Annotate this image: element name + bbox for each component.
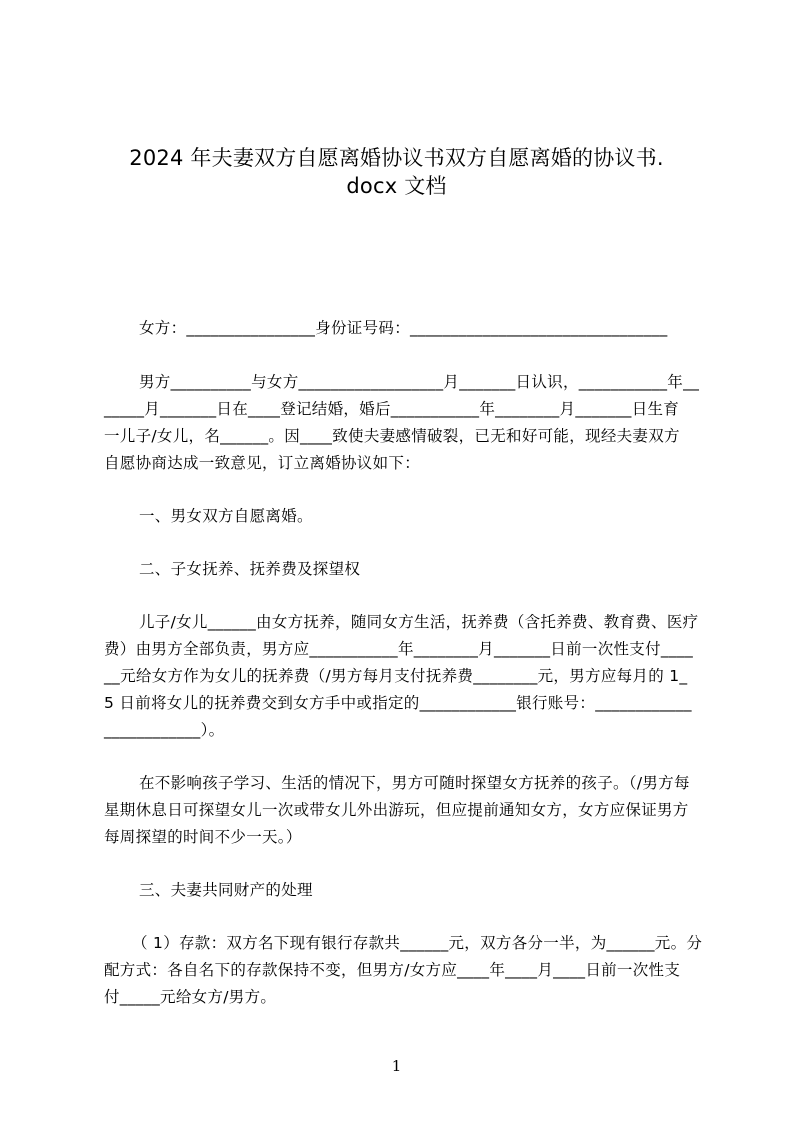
paragraph-line: 付_____元给女方/男方。	[104, 988, 277, 1006]
section-heading: 二、子女抚养、抚养费及探望权	[139, 560, 361, 578]
paragraph-line: 在不影响孩子学习、生活的情况下，男方可随时探望女方抚养的孩子。（/男方每	[139, 774, 690, 792]
paragraph-line: 自愿协商达成一致意见，订立离婚协议如下：	[104, 454, 421, 472]
page-number: 1	[391, 1057, 402, 1075]
paragraph-line: ____________）。	[104, 721, 225, 739]
document-title-line-1: 2024 年夫妻双方自愿离婚协议书双方自愿离婚的协议书.	[129, 146, 664, 170]
document-title-line-2: docx 文档	[346, 174, 447, 198]
female-id-line: 女方：________________身份证号码：________________________________	[139, 319, 668, 337]
paragraph-line: 星期休息日可探望女儿一次或带女儿外出游玩，但应提前通知女方，女方应保证男方	[104, 801, 689, 819]
section-heading: 三、夫妻共同财产的处理	[139, 881, 313, 899]
paragraph-line: 每周探望的时间不少一天。）	[104, 828, 302, 846]
section-heading: 一、男女双方自愿离婚。	[139, 507, 313, 525]
paragraph-line: 男方__________与女方__________________月_______日认识，___________年__	[139, 373, 700, 391]
paragraph-line: _____月_______日在____登记结婚，婚后___________年________月_______日生育	[104, 400, 680, 418]
paragraph-line: （ 1）存款：双方名下现有银行存款共______元，双方各分一半，为______元。分	[132, 934, 703, 952]
paragraph-line: 5 日前将女儿的抚养费交到女方手中或指定的____________银行账号：____________	[104, 694, 692, 712]
paragraph-line: 配方式：各自名下的存款保持不变，但男方/女方应____年____月____日前一次性支	[104, 961, 681, 979]
paragraph-line: __元给女方作为女儿的抚养费（/男方每月支付抚养费________元，男方应每月的 1_	[104, 667, 688, 685]
paragraph-line: 一儿子/女儿，名______。因____致使夫妻感情破裂，已无和好可能，现经夫妻双方	[104, 427, 680, 445]
paragraph-line: 儿子/女儿______由女方抚养，随同女方生活，抚养费（含托养费、教育费、医疗	[139, 613, 699, 631]
paragraph-line: 费）由男方全部负责，男方应___________年________月_______日前一次性支付____	[104, 640, 694, 658]
